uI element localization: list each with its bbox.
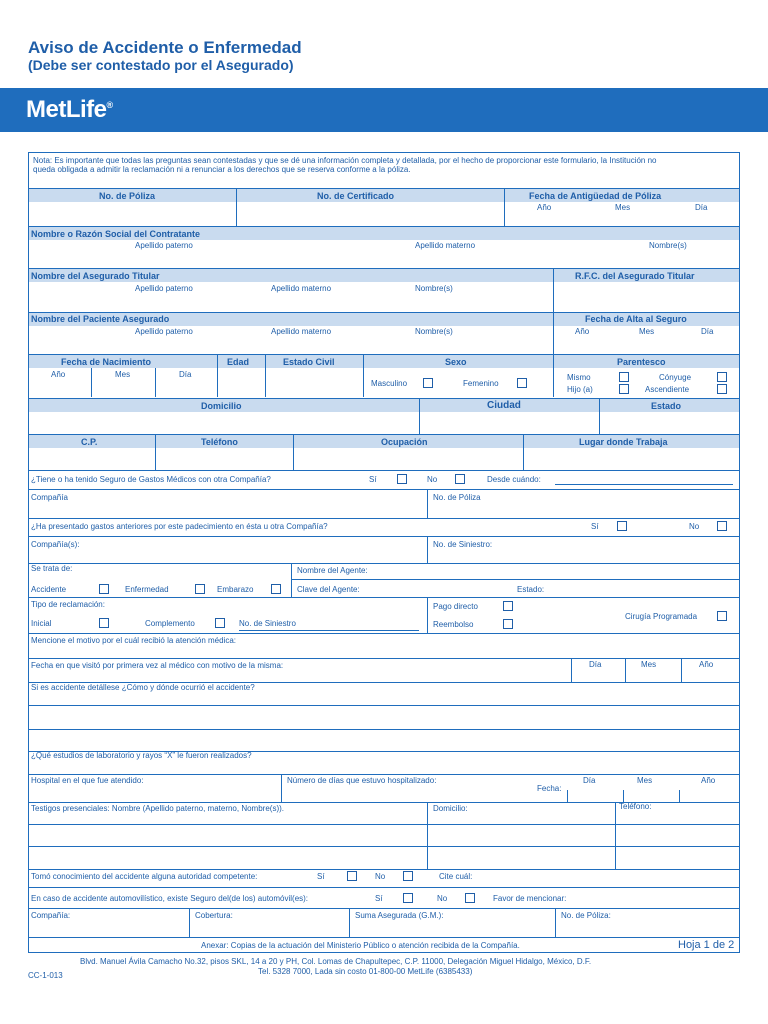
nombre-agente-field[interactable] bbox=[375, 566, 735, 577]
fecha-alta-field[interactable] bbox=[557, 337, 735, 353]
mismo-checkbox[interactable] bbox=[619, 372, 629, 382]
footer-phone: Tel. 5328 7000, Lada sin costo 01-800-00 MetLife (6385433) bbox=[258, 967, 473, 976]
lugar-trabajo-field[interactable] bbox=[527, 451, 735, 467]
titular-field[interactable] bbox=[33, 294, 549, 310]
accidente-detalle-question: Si es accidente detállese ¿Cómo y dónde ocurrió el accidente? bbox=[31, 683, 255, 692]
auto-cobertura-field[interactable] bbox=[193, 922, 345, 935]
page-indicator: Hoja 1 de 2 bbox=[678, 939, 735, 951]
form-title: Aviso de Accidente o Enfermedad bbox=[28, 38, 302, 57]
no-certificado-header: No. de Certificado bbox=[317, 191, 395, 201]
titular-header: Nombre del Asegurado Titular bbox=[31, 271, 160, 281]
motivo-question: Mencione el motivo por el cuál recibió la atención médica: bbox=[31, 636, 236, 645]
fecha-antiguedad-header: Fecha de Antigüedad de Póliza bbox=[529, 191, 662, 201]
autoridad-si-checkbox[interactable] bbox=[347, 871, 357, 881]
paciente-field[interactable] bbox=[33, 337, 549, 353]
contratante-header: Nombre o Razón Social del Contratante bbox=[31, 229, 201, 239]
autoridad-question: Tomó conocimiento del accidente alguna autoridad competente: bbox=[31, 872, 258, 881]
fecha-antiguedad-field[interactable] bbox=[509, 213, 735, 225]
ciudad-header: Ciudad bbox=[487, 400, 521, 411]
parentesco-header: Parentesco bbox=[617, 357, 666, 367]
estado-agente-field[interactable] bbox=[551, 585, 735, 596]
clave-agente-field[interactable] bbox=[369, 585, 509, 596]
otra-compania-field[interactable] bbox=[33, 503, 423, 517]
auto-si-checkbox[interactable] bbox=[403, 893, 413, 903]
complemento-checkbox[interactable] bbox=[215, 618, 225, 628]
note-line-1: Nota: Es importante que todas las preguntas sean contestadas y que se dé una información completa y detallada, por el hecho de proporcionar este formulario, la Institución no bbox=[33, 156, 657, 165]
domicilio-header: Domicilio bbox=[201, 401, 242, 411]
paciente-header: Nombre del Paciente Asegurado bbox=[31, 314, 170, 324]
no-certificado-field[interactable] bbox=[241, 205, 501, 225]
ocupacion-header: Ocupación bbox=[381, 437, 428, 447]
rfc-header: R.F.C. del Asegurado Titular bbox=[575, 271, 695, 281]
primera-visita-date-field[interactable] bbox=[575, 670, 735, 681]
hospital-field[interactable] bbox=[33, 787, 277, 801]
embarazo-checkbox[interactable] bbox=[271, 584, 281, 594]
domicilio-field[interactable] bbox=[33, 415, 415, 431]
estudios-question: ¿Qué estudios de laboratorio y rayos “X” le fueron realizados? bbox=[31, 751, 252, 760]
masculino-checkbox[interactable] bbox=[423, 378, 433, 388]
testigos-nombre-field[interactable] bbox=[33, 815, 423, 867]
testigos-domicilio-field[interactable] bbox=[431, 815, 611, 867]
accidente-detalle-field[interactable] bbox=[33, 694, 735, 750]
reembolso-checkbox[interactable] bbox=[503, 619, 513, 629]
otro-seguro-si-checkbox[interactable] bbox=[397, 474, 407, 484]
rfc-field[interactable] bbox=[557, 284, 735, 310]
cp-field[interactable] bbox=[33, 451, 151, 467]
accidente-checkbox[interactable] bbox=[99, 584, 109, 594]
claim-form: Nota: Es importante que todas las preguntas sean contestadas y que se dé una información completa y detallada, por el hecho de proporcionar este formulario, la Institución no queda obligada a admitir la reclamación ni a renunciar a los derechos que se reserva conforme a la póliza. No. de Póliza No. de Certificado Fecha de Antigüedad de Póliza Año Mes Día Nombre o Razón Social del Contratante Apellido paterno Apellido materno Nombre(s) Nombre del Asegurado Titular R.F.C. del Asegurado Titular Apellido paterno Apellido materno Nombre(s) Nombre del Paciente Asegurado Fecha de Alta al Seguro Apellido paterno Apellido materno Nombre(s) Año Mes Día Fecha de Nacimiento Edad Estado Civil Sexo Parentesco Año Mes Día Masculino Femenino Mismo Hijo (a) Cónyuge Ascendiente Domicilio Ciudad Estado C.P. Teléfono Ocupación Lugar donde Trabaja ¿Tiene o ha tenido Seguro de Gastos Médicos con otra Compañía? Sí No Desde cuándo: Compañía No. de Póliza ¿Ha presentado gastos anteriores por este padecimiento en ésta u otra Compañía? Sí No Compañía(s): No. de Siniestro: Se trata de: Accidente Enfermedad Embarazo Nombre del Agente: Clave del Agente: Estado: Tipo de reclamación: Inicial Complemento No. de Siniestro Pago directo Reembolso Cirugía Programada Mencione el motivo por el cuál recibió la atención médica: Fecha en que visitó por primera vez al médico con motivo de la misma: Día Mes Año Si es accidente detállese ¿Cómo y dónde ocurrió el accidente? ¿Qué estudios de laboratorio y rayos “X” le fueron realizados? Hospital en el que fue atendido: Número de días que estuvo hospitalizado: Fecha: Día Mes Año Testigos presenciales: Nombre (Apellido paterno, materno, Nombre(s)). Domicilio: Teléfono: Tomó conocimiento del accidente alguna autoridad competente: Sí No Cite cuál: En caso de accidente automovilístico, existe Seguro del(de los) automóvil(es): Sí No Favor de mencionar: Compañía: Cobertura: Suma Asegurada (G.M.): No. de Póliza: Anexar: Copias de la actuación del Ministerio Público o atención recibida de la Compañía. bbox=[28, 152, 740, 953]
no-siniestro-field[interactable] bbox=[431, 549, 735, 562]
ascendiente-checkbox[interactable] bbox=[717, 384, 727, 394]
estudios-field[interactable] bbox=[33, 761, 735, 773]
otra-poliza-field[interactable] bbox=[431, 503, 735, 517]
testigos-telefono-field[interactable] bbox=[619, 815, 735, 867]
anexar-note: Anexar: Copias de la actuación del Ministerio Público o atención recibida de la Compañía. bbox=[201, 941, 520, 950]
gastos-si-checkbox[interactable] bbox=[617, 521, 627, 531]
telefono-header: Teléfono bbox=[201, 437, 238, 447]
reclamacion-siniestro-field[interactable] bbox=[239, 630, 419, 631]
auto-suma-field[interactable] bbox=[353, 922, 551, 935]
auto-question: En caso de accidente automovilístico, existe Seguro del(de los) automóvil(es): bbox=[31, 894, 309, 903]
gastos-no-checkbox[interactable] bbox=[717, 521, 727, 531]
ciudad-field[interactable] bbox=[423, 415, 595, 431]
autoridad-no-checkbox[interactable] bbox=[403, 871, 413, 881]
no-poliza-header: No. de Póliza bbox=[99, 191, 156, 201]
otro-seguro-question: ¿Tiene o ha tenido Seguro de Gastos Médicos con otra Compañía? bbox=[31, 475, 271, 484]
ocupacion-field[interactable] bbox=[297, 451, 519, 467]
no-poliza-field[interactable] bbox=[33, 205, 233, 225]
companias-field[interactable] bbox=[33, 549, 423, 562]
telefono-field[interactable] bbox=[159, 451, 289, 467]
brand-banner bbox=[0, 88, 768, 132]
cite-cual-field[interactable] bbox=[481, 872, 735, 883]
dias-hospitalizado-field[interactable] bbox=[287, 787, 527, 801]
fecha-alta-header: Fecha de Alta al Seguro bbox=[585, 314, 687, 324]
auto-no-checkbox[interactable] bbox=[465, 893, 475, 903]
cp-header: C.P. bbox=[81, 437, 98, 447]
note-line-2: queda obligada a admitir la reclamación ni a renunciar a los derechos que se reserva conforme a la póliza. bbox=[33, 165, 411, 174]
estado-civil-header: Estado Civil bbox=[283, 357, 335, 367]
metlife-logo: MetLife® bbox=[26, 96, 113, 123]
otro-seguro-no-checkbox[interactable] bbox=[455, 474, 465, 484]
cirugia-checkbox[interactable] bbox=[717, 611, 727, 621]
motivo-field[interactable] bbox=[33, 646, 735, 658]
fecha-nacimiento-header: Fecha de Nacimiento bbox=[61, 357, 152, 367]
contratante-field[interactable] bbox=[33, 251, 733, 267]
conyuge-checkbox[interactable] bbox=[717, 372, 727, 382]
desde-cuando-field[interactable] bbox=[555, 484, 733, 485]
edad-header: Edad bbox=[227, 357, 250, 367]
footer-address: Blvd. Manuel Ávila Camacho No.32, pisos SKL, 14 a 20 y PH, Col. Lomas de Chapultepec, C.P. 11000, Delegación Miguel Hidalgo, México, D.F. bbox=[80, 957, 592, 966]
form-subtitle: (Debe ser contestado por el Asegurado) bbox=[28, 57, 294, 73]
auto-compania-field[interactable] bbox=[33, 922, 185, 935]
primera-visita-question: Fecha en que visitó por primera vez al médico con motivo de la misma: bbox=[31, 661, 284, 670]
inicial-checkbox[interactable] bbox=[99, 618, 109, 628]
sexo-header: Sexo bbox=[445, 357, 467, 367]
enfermedad-checkbox[interactable] bbox=[195, 584, 205, 594]
auto-poliza-field[interactable] bbox=[559, 922, 735, 935]
femenino-checkbox[interactable] bbox=[517, 378, 527, 388]
estado-header: Estado bbox=[651, 401, 682, 411]
pago-directo-checkbox[interactable] bbox=[503, 601, 513, 611]
gastos-anteriores-question: ¿Ha presentado gastos anteriores por este padecimiento en ésta u otra Compañía? bbox=[31, 522, 328, 531]
hijo-checkbox[interactable] bbox=[619, 384, 629, 394]
form-code: CC-1-013 bbox=[28, 971, 63, 980]
lugar-trabajo-header: Lugar donde Trabaja bbox=[579, 437, 668, 447]
estado-field[interactable] bbox=[603, 415, 735, 431]
